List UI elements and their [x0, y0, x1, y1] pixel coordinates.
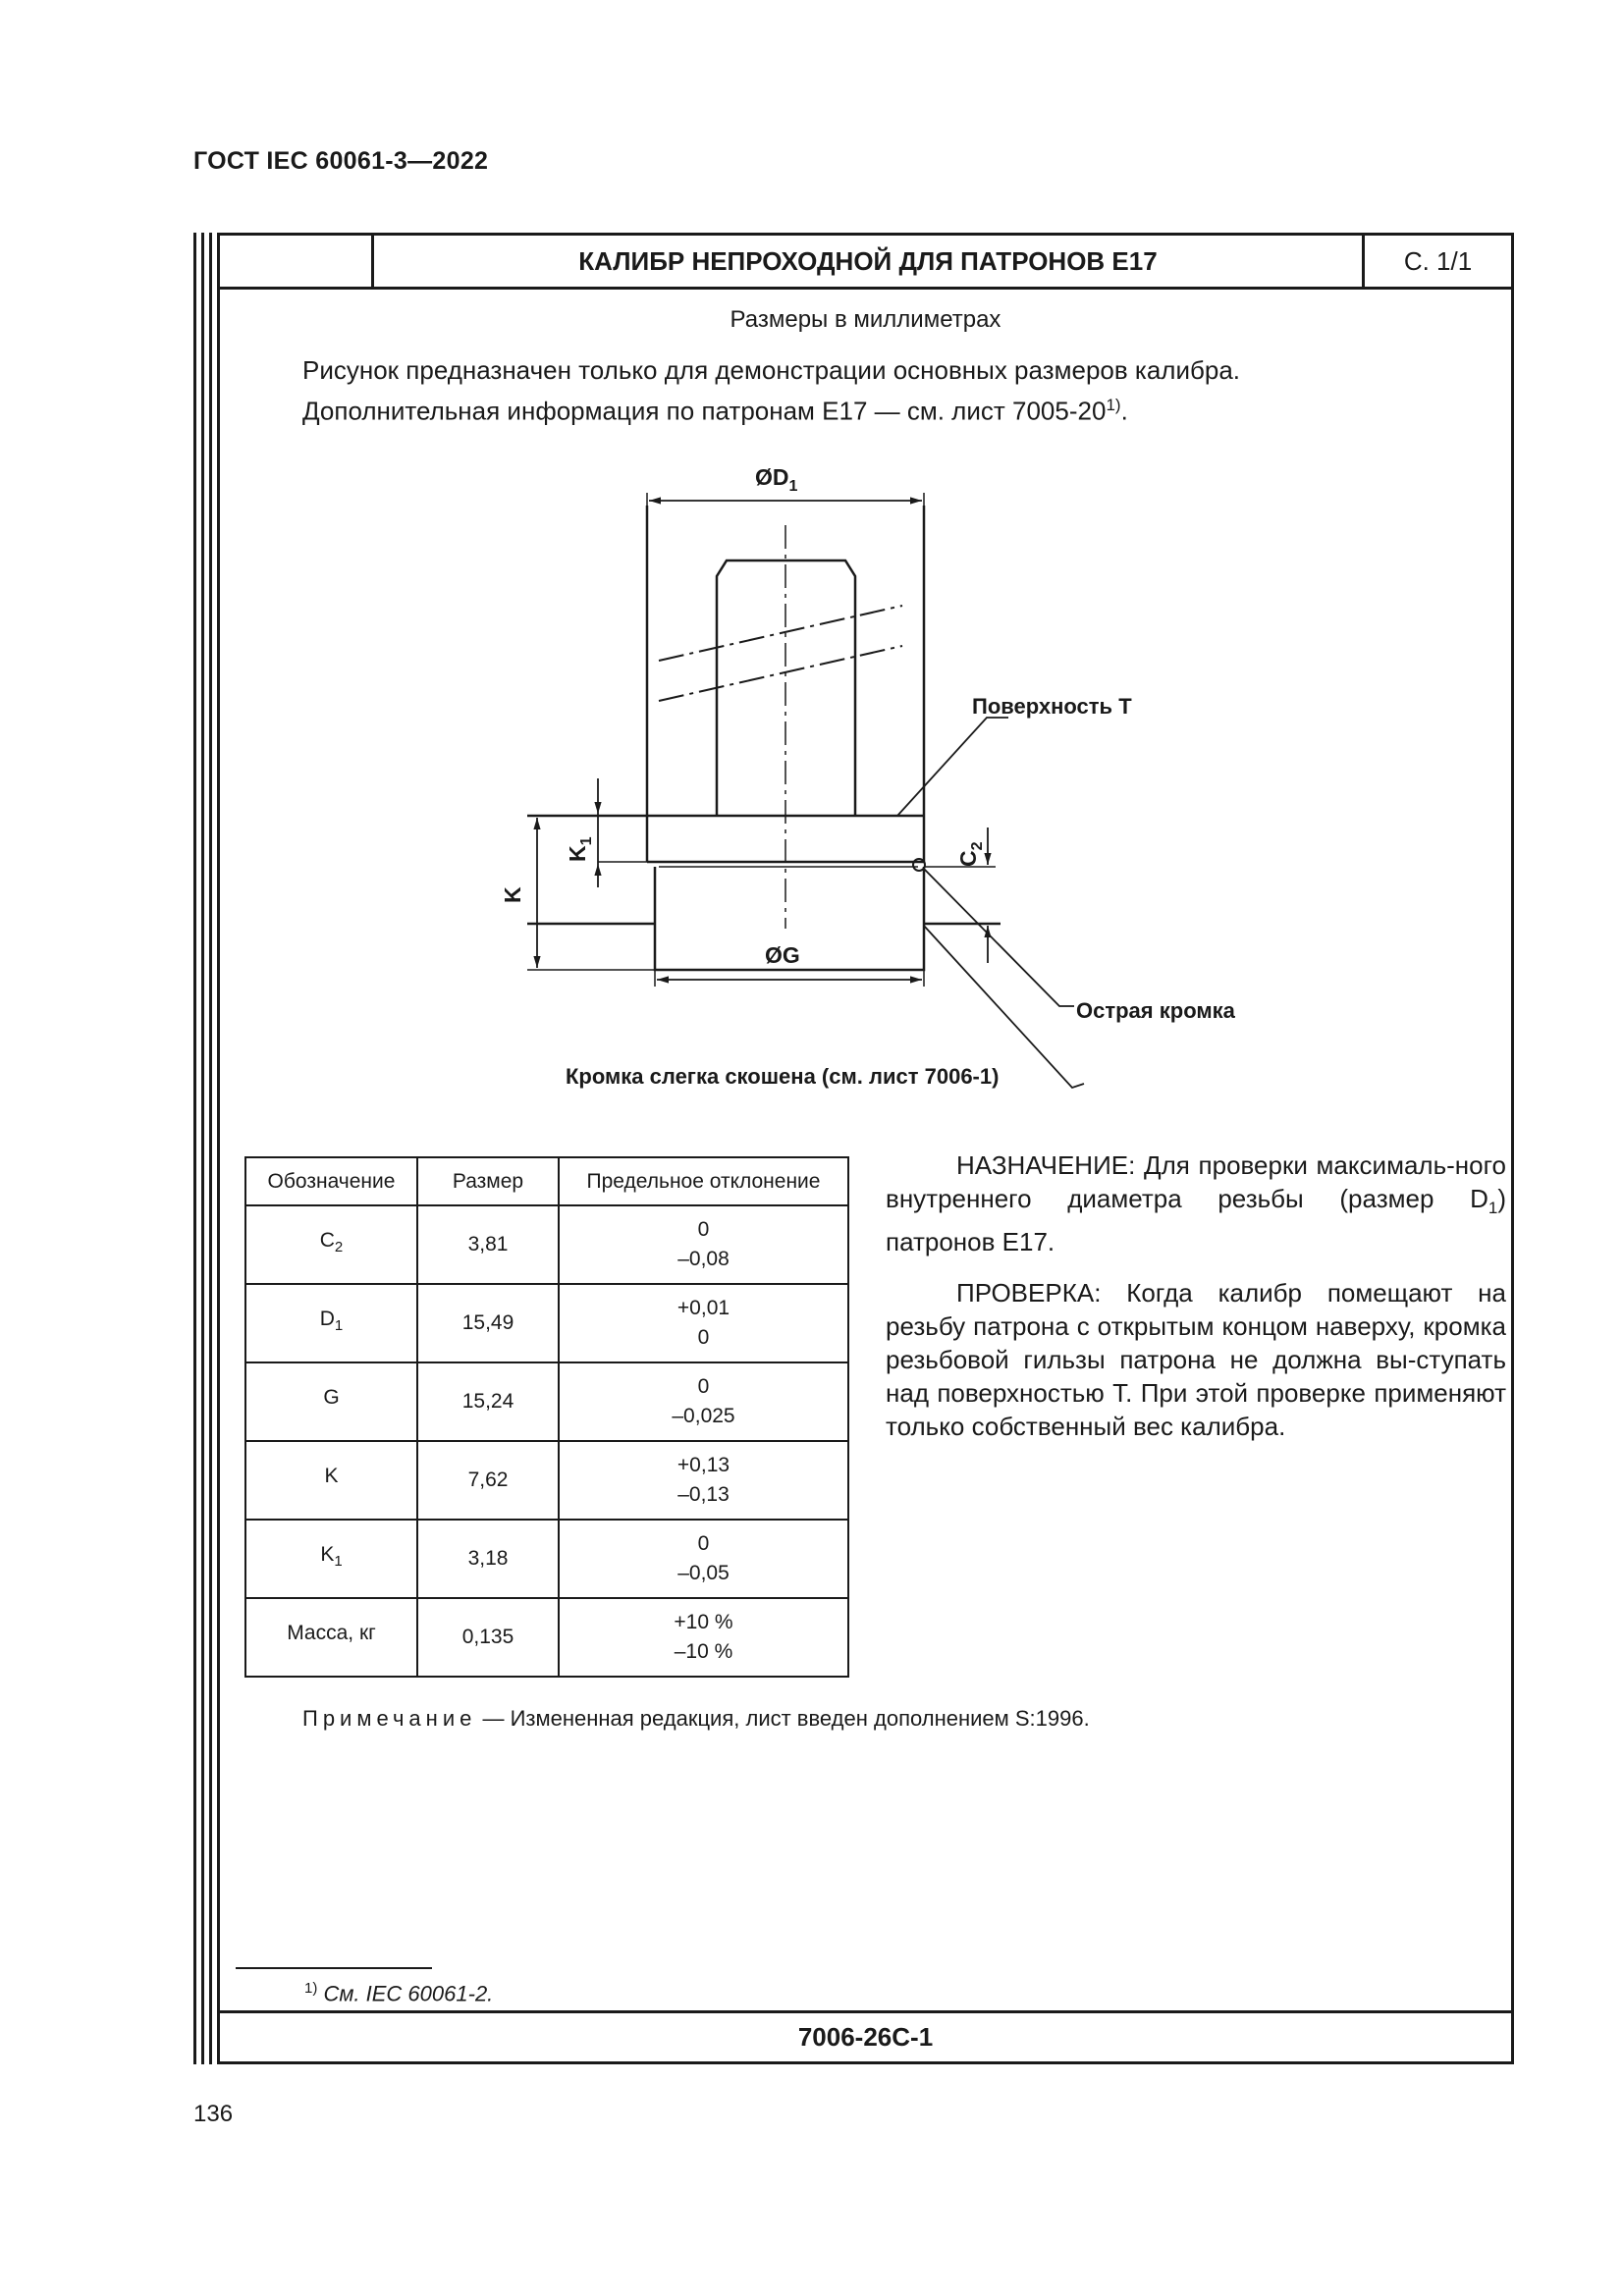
intro-line-2: Дополнительная информация по патронам Е17 — см. лист 7005-20$^{1)}$. — [302, 396, 1128, 426]
cell-tolerance: +0,13 –0,13 — [559, 1441, 848, 1520]
table-row — [245, 1284, 848, 1362]
units-note: Размеры в миллиметрах — [730, 306, 1001, 333]
cell-tolerance: 0 –0,025 — [559, 1362, 848, 1441]
note — [302, 1706, 1090, 1732]
label-surface-t: Поверхность T — [972, 694, 1132, 719]
label-sharp-edge: Острая кромка — [1076, 998, 1235, 1023]
dimensions-table — [244, 1156, 849, 1678]
table-row — [245, 1520, 848, 1598]
cell-tolerance: 0 –0,08 — [559, 1205, 848, 1284]
header-tolerance: Предельное отклонение — [559, 1157, 848, 1205]
thread-line — [659, 606, 902, 661]
gauge-drawing — [220, 236, 1511, 1119]
cell-size: 15,24 — [417, 1362, 559, 1441]
cell-tolerance: +0,01 0 — [559, 1284, 848, 1362]
margin-line — [193, 233, 196, 2064]
header-size: Размер — [417, 1157, 559, 1205]
cell-tolerance: +10 % –10 % — [559, 1598, 848, 1677]
footnote-ref: 1) — [1106, 396, 1121, 414]
label-c2: $C_2$ — [955, 841, 986, 867]
sheet-frame — [217, 233, 1514, 2064]
label-k: K — [500, 886, 525, 903]
header-designation: Обозначение — [245, 1157, 417, 1205]
table-row — [245, 1362, 848, 1441]
cell-designation: K — [245, 1441, 417, 1520]
sheet-code: 7006-26С-1 — [220, 2010, 1511, 2061]
purpose-text — [886, 1148, 1506, 1461]
label-chamfer: Кромка слегка скошена (см. лист 7006-1) — [566, 1064, 1000, 1089]
cell-size: 3,81 — [417, 1205, 559, 1284]
note-text: — Измененная редакция, лист введен дополнением S:1996. — [476, 1706, 1090, 1731]
cell-designation: $D_1$ — [245, 1284, 417, 1362]
margin-line — [201, 233, 204, 2064]
label-d1: $ØD_1$ — [755, 464, 798, 495]
check-paragraph: ПРОВЕРКА: Когда калибр помещают на резьбу патрона с открытым концом наверху, кромка резьбовой гильзы патрона не должна вы-ступать над поверхностью T. При этой проверке применяют только собственный вес калибра. — [886, 1278, 1506, 1442]
thread-line — [659, 646, 902, 701]
label-k1: $K_1$ — [565, 836, 595, 862]
page-number: 136 — [193, 2101, 234, 2127]
cell-designation: $K_1$ — [245, 1520, 417, 1598]
cell-size: 3,18 — [417, 1520, 559, 1598]
cell-designation: G — [245, 1362, 417, 1441]
cell-size: 7,62 — [417, 1441, 559, 1520]
cell-designation: $C_2$ — [245, 1205, 417, 1284]
table-header-row — [245, 1157, 848, 1205]
note-label: Примечание — [302, 1706, 477, 1731]
table-row — [245, 1205, 848, 1284]
sheet-number: С. 1/1 — [1403, 245, 1473, 276]
footnote-rule — [236, 1967, 432, 1969]
purpose-paragraph: НАЗНАЧЕНИЕ: Для проверки максималь-ного внутреннего диаметра резьбы (размер $D_1$) патронов Е17. — [886, 1150, 1506, 1257]
leader-sharp-edge — [924, 869, 1074, 1006]
cell-size: 0,135 — [417, 1598, 559, 1677]
leader-surface-t — [897, 718, 1008, 816]
document-header: ГОСТ IEC 60061-3—2022 — [193, 147, 489, 175]
margin-line — [209, 233, 212, 2064]
cell-tolerance: 0 –0,05 — [559, 1520, 848, 1598]
table-row — [245, 1598, 848, 1677]
label-g: ØG — [765, 942, 800, 968]
sheet-title: КАЛИБР НЕПРОХОДНОЙ ДЛЯ ПАТРОНОВ Е17 — [374, 236, 1365, 287]
intro-line-1: Рисунок предназначен только для демонстрации основных размеров калибра. — [302, 355, 1241, 385]
cell-size: 15,49 — [417, 1284, 559, 1362]
table-row — [245, 1441, 848, 1520]
cell-designation: Масса, кг — [245, 1598, 417, 1677]
footnote: $^{1)}$ См. IEC 60061-2. — [304, 1980, 494, 2006]
